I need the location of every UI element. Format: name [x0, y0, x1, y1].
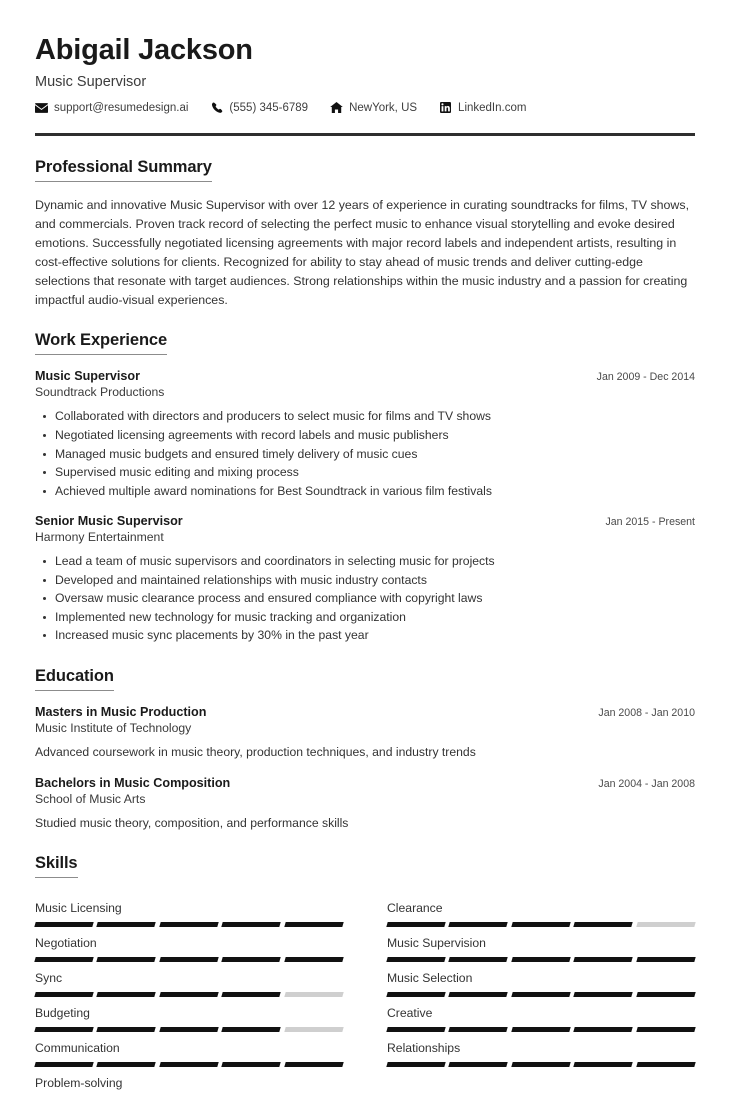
entry-organization: Harmony Entertainment — [35, 530, 164, 545]
entry-role: Masters in Music Production — [35, 704, 207, 719]
skill-segment — [386, 992, 446, 997]
entry-header — [35, 514, 695, 528]
entry-organization: Music Institute of Technology — [35, 720, 192, 735]
skill-name: Negotiation — [35, 936, 97, 951]
skill-segment — [284, 1062, 344, 1067]
bullet-item: Developed and maintained relationships with music industry contacts — [35, 571, 695, 590]
skill-item — [387, 962, 695, 997]
skill-level-bar — [35, 922, 343, 927]
section-work-experience — [35, 331, 695, 644]
skill-segment — [159, 957, 219, 962]
bullet-item: Increased music sync placements by 30% in the past year — [35, 626, 695, 645]
skill-name: Relationships — [387, 1041, 461, 1056]
skill-level-bar — [35, 957, 343, 962]
skill-segment — [34, 957, 94, 962]
skill-name: Problem-solving — [35, 1076, 123, 1091]
skill-segment — [284, 1027, 344, 1032]
contact-item[interactable] — [35, 101, 188, 114]
skill-item — [35, 1067, 343, 1097]
skill-level-bar — [35, 992, 343, 997]
envelope-icon — [35, 101, 48, 114]
skill-segment — [511, 1027, 571, 1032]
entry-role: Senior Music Supervisor — [35, 514, 183, 529]
skill-segment — [34, 992, 94, 997]
skill-item — [35, 892, 343, 927]
summary-text: Dynamic and innovative Music Supervisor with over 12 years of experience in curating soundtracks for films, TV shows, and commercials. Proven track record of selecting the perfect music to enhance visual storytelling and evoke desired emotions. Successfully negotiated licensing agreements with major record labels and independent artists, resulting in cost-effective solutions for clients. Recognized for ability to stay ahead of music trends and deliver cutting-edge selections that resonate with target audiences. Strong relationships within the music industry and a passion for creating impactful audio-visual experiences. — [35, 198, 690, 307]
contact-label: (555) 345-6789 — [229, 101, 309, 114]
contact-label: support@resumedesign.ai — [54, 101, 189, 114]
entry-date: Jan 2008 - Jan 2010 — [598, 706, 695, 719]
skill-segment — [159, 992, 219, 997]
skill-segment — [574, 992, 634, 997]
skill-segment — [159, 1027, 219, 1032]
entry-organization: Soundtrack Productions — [35, 385, 165, 400]
job-title: Music Supervisor — [35, 74, 147, 91]
section-title-skills: Skills — [35, 854, 78, 878]
contact-item[interactable] — [210, 101, 308, 114]
entry-date: Jan 2004 - Jan 2008 — [598, 777, 695, 790]
entry-header — [35, 776, 695, 790]
entry-bullet-list — [35, 552, 695, 645]
linkedin-icon — [439, 101, 452, 114]
resume-header — [35, 0, 695, 114]
entry-description: Studied music theory, composition, and performance skills — [35, 815, 349, 830]
bullet-item: Collaborated with directors and producers to select music for films and TV shows — [35, 407, 695, 426]
skill-segment — [574, 922, 634, 927]
skill-segment — [284, 957, 344, 962]
skill-segment — [449, 1027, 509, 1032]
skill-segment — [97, 1062, 157, 1067]
skill-segment — [284, 922, 344, 927]
skill-level-bar — [387, 1027, 695, 1032]
entry-description: Advanced coursework in music theory, production techniques, and industry trends — [35, 744, 476, 759]
contact-item[interactable] — [330, 101, 417, 114]
skill-segment — [97, 957, 157, 962]
skill-segment — [284, 992, 344, 997]
bullet-item: Managed music budgets and ensured timely delivery of music cues — [35, 445, 695, 464]
skill-segment — [159, 1062, 219, 1067]
phone-icon — [210, 101, 223, 114]
bullet-item: Implemented new technology for music tracking and organization — [35, 608, 695, 627]
skill-segment — [511, 957, 571, 962]
contact-row — [35, 101, 695, 114]
entry-date: Jan 2015 - Present — [605, 516, 695, 529]
skill-name: Music Licensing — [35, 901, 122, 916]
skill-level-bar — [387, 1062, 695, 1067]
skills-body — [35, 892, 695, 1097]
skill-segment — [222, 957, 282, 962]
skill-item — [387, 997, 695, 1032]
skill-segment — [511, 922, 571, 927]
skill-name: Sync — [35, 971, 63, 986]
skill-item — [35, 927, 343, 962]
skill-segment — [511, 992, 571, 997]
contact-item[interactable] — [439, 101, 526, 114]
skill-segment — [636, 1027, 696, 1032]
skill-level-bar — [35, 1062, 343, 1067]
skills-grid — [35, 892, 695, 1097]
skill-segment — [97, 1027, 157, 1032]
skill-item — [35, 962, 343, 997]
skill-segment — [574, 1062, 634, 1067]
bullet-item: Negotiated licensing agreements with record labels and music publishers — [35, 426, 695, 445]
skill-name: Budgeting — [35, 1006, 90, 1021]
education-body — [35, 705, 695, 832]
skill-segment — [159, 922, 219, 927]
skill-name: Creative — [387, 1006, 433, 1021]
skill-segment — [222, 1027, 282, 1032]
skill-segment — [34, 1062, 94, 1067]
skill-segment — [34, 1027, 94, 1032]
header-divider — [35, 133, 695, 136]
skill-level-bar — [387, 957, 695, 962]
skill-segment — [34, 922, 94, 927]
experience-body — [35, 369, 695, 644]
skill-segment — [386, 1062, 446, 1067]
skill-segment — [449, 1062, 509, 1067]
section-professional-summary — [35, 158, 695, 309]
contact-label: NewYork, US — [349, 101, 418, 114]
section-title-experience: Work Experience — [35, 331, 167, 355]
home-icon — [330, 101, 343, 114]
entry-role: Bachelors in Music Composition — [35, 775, 231, 790]
page-title: Abigail Jackson — [35, 34, 253, 66]
skill-level-bar — [35, 1027, 343, 1032]
skill-segment — [636, 1062, 696, 1067]
skill-item — [387, 927, 695, 962]
skill-item — [35, 997, 343, 1032]
skill-segment — [574, 957, 634, 962]
skill-item — [387, 1032, 695, 1067]
skill-segment — [449, 957, 509, 962]
skill-item — [35, 1032, 343, 1067]
summary-body — [35, 196, 695, 309]
entry-role: Music Supervisor — [35, 369, 140, 384]
skill-segment — [97, 922, 157, 927]
section-skills — [35, 854, 695, 1097]
section-education — [35, 667, 695, 832]
skill-segment — [222, 992, 282, 997]
skill-segment — [449, 922, 509, 927]
education-entry — [35, 705, 695, 762]
skill-name: Communication — [35, 1041, 120, 1056]
skill-segment — [449, 992, 509, 997]
bullet-item: Achieved multiple award nominations for Best Soundtrack in various film festivals — [35, 482, 695, 501]
entry-organization: School of Music Arts — [35, 791, 146, 806]
contact-label: LinkedIn.com — [458, 101, 527, 114]
skill-segment — [511, 1062, 571, 1067]
experience-entry — [35, 369, 695, 500]
skill-level-bar — [387, 922, 695, 927]
skill-name: Music Selection — [387, 971, 473, 986]
education-entry — [35, 776, 695, 833]
skill-segment — [97, 992, 157, 997]
skill-segment — [574, 1027, 634, 1032]
skill-segment — [636, 992, 696, 997]
skill-level-bar — [387, 992, 695, 997]
entry-header — [35, 369, 695, 383]
entry-bullet-list — [35, 407, 695, 500]
skill-segment — [386, 922, 446, 927]
section-title-summary: Professional Summary — [35, 158, 212, 182]
skill-segment — [386, 1027, 446, 1032]
bullet-item: Supervised music editing and mixing process — [35, 463, 695, 482]
entry-header — [35, 705, 695, 719]
bullet-item: Oversaw music clearance process and ensured compliance with copyright laws — [35, 589, 695, 608]
skill-segment — [636, 922, 696, 927]
entry-date: Jan 2009 - Dec 2014 — [596, 371, 695, 384]
skill-name: Clearance — [387, 901, 443, 916]
skill-segment — [386, 957, 446, 962]
bullet-item: Lead a team of music supervisors and coordinators in selecting music for projects — [35, 552, 695, 571]
skill-segment — [222, 922, 282, 927]
experience-entry — [35, 514, 695, 645]
skill-segment — [222, 1062, 282, 1067]
skill-name: Music Supervision — [387, 936, 486, 951]
skill-item — [387, 892, 695, 927]
section-title-education: Education — [35, 667, 114, 691]
skill-segment — [636, 957, 696, 962]
